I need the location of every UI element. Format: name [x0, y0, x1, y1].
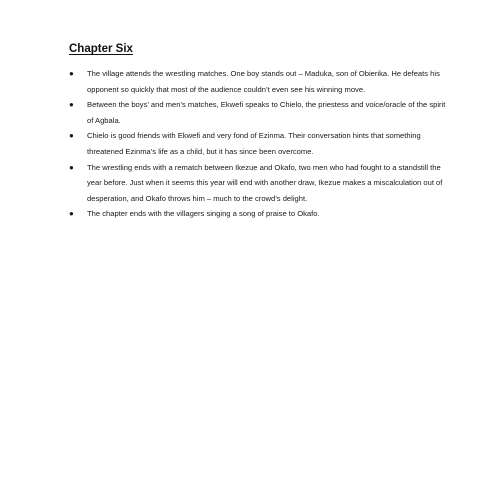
bullet-dot-icon: ●	[69, 162, 74, 172]
summary-bullet-list	[69, 66, 449, 222]
chapter-title: Chapter Six	[69, 43, 133, 55]
bullet-text: Chielo is good friends with Ekwefi and very fond of Ezinma. Their conversation hints that something threatened Ezinma’s life as a child, but it has since been overcome.	[87, 131, 421, 156]
bullet-text: The chapter ends with the villagers singing a song of praise to Okafo.	[87, 209, 320, 219]
bullet-item-4	[69, 160, 449, 207]
bullet-text: The wrestling ends with a rematch between Ikezue and Okafo, two men who had fought to a standstill the year before. Just when it seems this year will end with another draw, Ikezue makes a miscalculation out of desperation, and Okafo throws him – much to the crowd’s delight.	[87, 162, 443, 203]
bullet-item-2	[69, 97, 449, 128]
bullet-item-3	[69, 128, 449, 159]
bullet-dot-icon: ●	[69, 69, 74, 78]
bullet-dot-icon: ●	[69, 209, 74, 219]
bullet-dot-icon: ●	[69, 100, 74, 110]
bullet-item-1	[69, 66, 449, 97]
bullet-text: The village attends the wrestling matches. One boy stands out – Maduka, son of Obierika. He defeats his opponent so quickly that most of the audience couldn’t even see his winning move.	[87, 69, 440, 94]
bullet-item-5	[69, 206, 449, 222]
bullet-dot-icon: ●	[69, 131, 74, 141]
bullet-text: Between the boys’ and men’s matches, Ekwefi speaks to Chielo, the priestess and voice/oracle of the spirit of Agbala.	[87, 100, 446, 125]
